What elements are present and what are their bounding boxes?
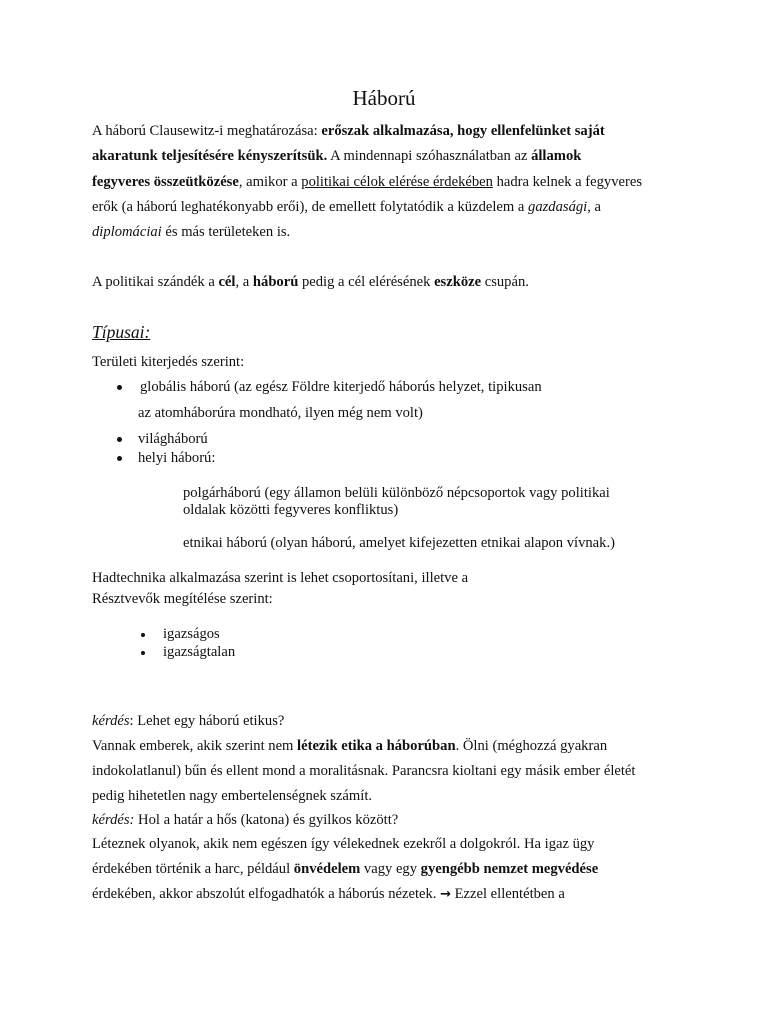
bold-text: háború (252, 274, 299, 290)
bullet-unjust: igazságtalan (163, 644, 236, 660)
answer-2-line-3 (92, 885, 565, 904)
underlined-text: politikai célok elérése érdekében (301, 174, 493, 190)
goal-sentence (92, 273, 529, 291)
bold-text: önvédelem (293, 861, 361, 877)
bullet-local-war: helyi háború: (138, 450, 216, 466)
text: csupán. (481, 274, 529, 290)
bold-text: cél (218, 274, 236, 290)
bullet-global-line-1: globális háború (az egész Földre kiterjedő háborús helyzet, tipikusan (140, 379, 542, 395)
civil-war-line-1: polgárháború (egy államon belüli különböző népcsoportok vagy politikai (183, 485, 610, 501)
bold-text: létezik etika a háborúban (297, 738, 456, 754)
bullet-dot (117, 437, 122, 442)
text: , a (587, 199, 602, 215)
bullet-dot (117, 385, 122, 390)
intro-line-3 (92, 173, 642, 191)
text: vagy egy (360, 861, 421, 877)
question-1 (92, 712, 284, 730)
text: erők (a háború leghatékonyabb erői), de emellett folytatódik a küzdelem a (92, 199, 529, 215)
tech-line-2: Résztvevők megítélése szerint: (92, 591, 273, 607)
question-2 (92, 811, 398, 829)
bold-text: fegyveres összeütközése (92, 174, 239, 190)
page-title: Háború (352, 86, 416, 110)
text: , a (235, 274, 253, 290)
italic-text: kérdés (92, 713, 130, 729)
answer-2-line-1: Léteznek olyanok, akik nem egészen így vélekednek ezekről a dolgokról. Ha igaz ügy (92, 836, 595, 852)
bold-text: államok (531, 148, 582, 164)
answer-2-line-2 (92, 860, 598, 878)
bold-text: erőszak alkalmazása, hogy ellenfelünket saját (321, 123, 605, 139)
text: érdekében, akkor abszolút elfogadhatók a háborús nézetek. (92, 886, 441, 902)
bold-text: akaratunk teljesítésére kényszerítsük. (92, 148, 328, 164)
bullet-dot (141, 633, 145, 637)
text: Vannak emberek, akik szerint nem (92, 738, 298, 754)
tech-line-1: Hadtechnika alkalmazása szerint is lehet csoportosítani, illetve a (92, 570, 469, 586)
bullet-global-line-2: az atomháborúra mondható, ilyen még nem volt) (138, 405, 423, 421)
italic-text: gazdasági (528, 199, 588, 215)
text: érdekében történik a harc, például (92, 861, 294, 877)
arrow-right-icon: → (440, 887, 451, 902)
text: Hol a határ a hős (katona) és gyilkos között? (134, 812, 399, 828)
italic-text: kérdés: (92, 812, 135, 828)
text: Ezzel ellentétben a (450, 886, 565, 902)
text: pedig a cél elérésének (298, 274, 435, 290)
bullet-dot (117, 456, 122, 461)
ethnic-war: etnikai háború (olyan háború, amelyet kifejezetten etnikai alapon vívnak.) (183, 535, 615, 551)
bullet-dot (141, 651, 145, 655)
intro-line-1 (92, 122, 605, 140)
bullet-world-war: világháború (138, 431, 208, 447)
text: A háború Clausewitz-i meghatározása: (92, 123, 322, 139)
types-heading: Típusai: (92, 322, 151, 342)
bold-text: eszköze (434, 274, 482, 290)
answer-1-line-3: pedig hihetetlen nagy embertelenségnek számít. (92, 788, 373, 804)
territorial-label: Területi kiterjedés szerint: (92, 354, 245, 370)
text: hadra kelnek a fegyveres (492, 174, 643, 190)
text: A mindennapi szóhasználatban az (327, 148, 532, 164)
text: : Lehet egy háború etikus? (129, 713, 285, 729)
italic-text: diplomáciai (92, 224, 162, 240)
intro-line-5 (92, 223, 290, 241)
answer-1-line-2: indokolatlanul) bűn és ellent mond a moralitásnak. Parancsra kioltani egy másik ember életét (92, 763, 636, 779)
intro-line-4 (92, 198, 601, 216)
text: A politikai szándék a (92, 274, 219, 290)
text: , amikor a (238, 174, 302, 190)
bullet-just: igazságos (163, 626, 220, 642)
answer-1-line-1 (92, 737, 607, 755)
intro-line-2 (92, 147, 581, 165)
text: és más területeken is. (161, 224, 291, 240)
bold-text: gyengébb nemzet megvédése (420, 861, 599, 877)
text: . Ölni (méghozzá gyakran (455, 738, 608, 754)
civil-war-line-2: oldalak közötti fegyveres konfliktus) (183, 502, 399, 518)
